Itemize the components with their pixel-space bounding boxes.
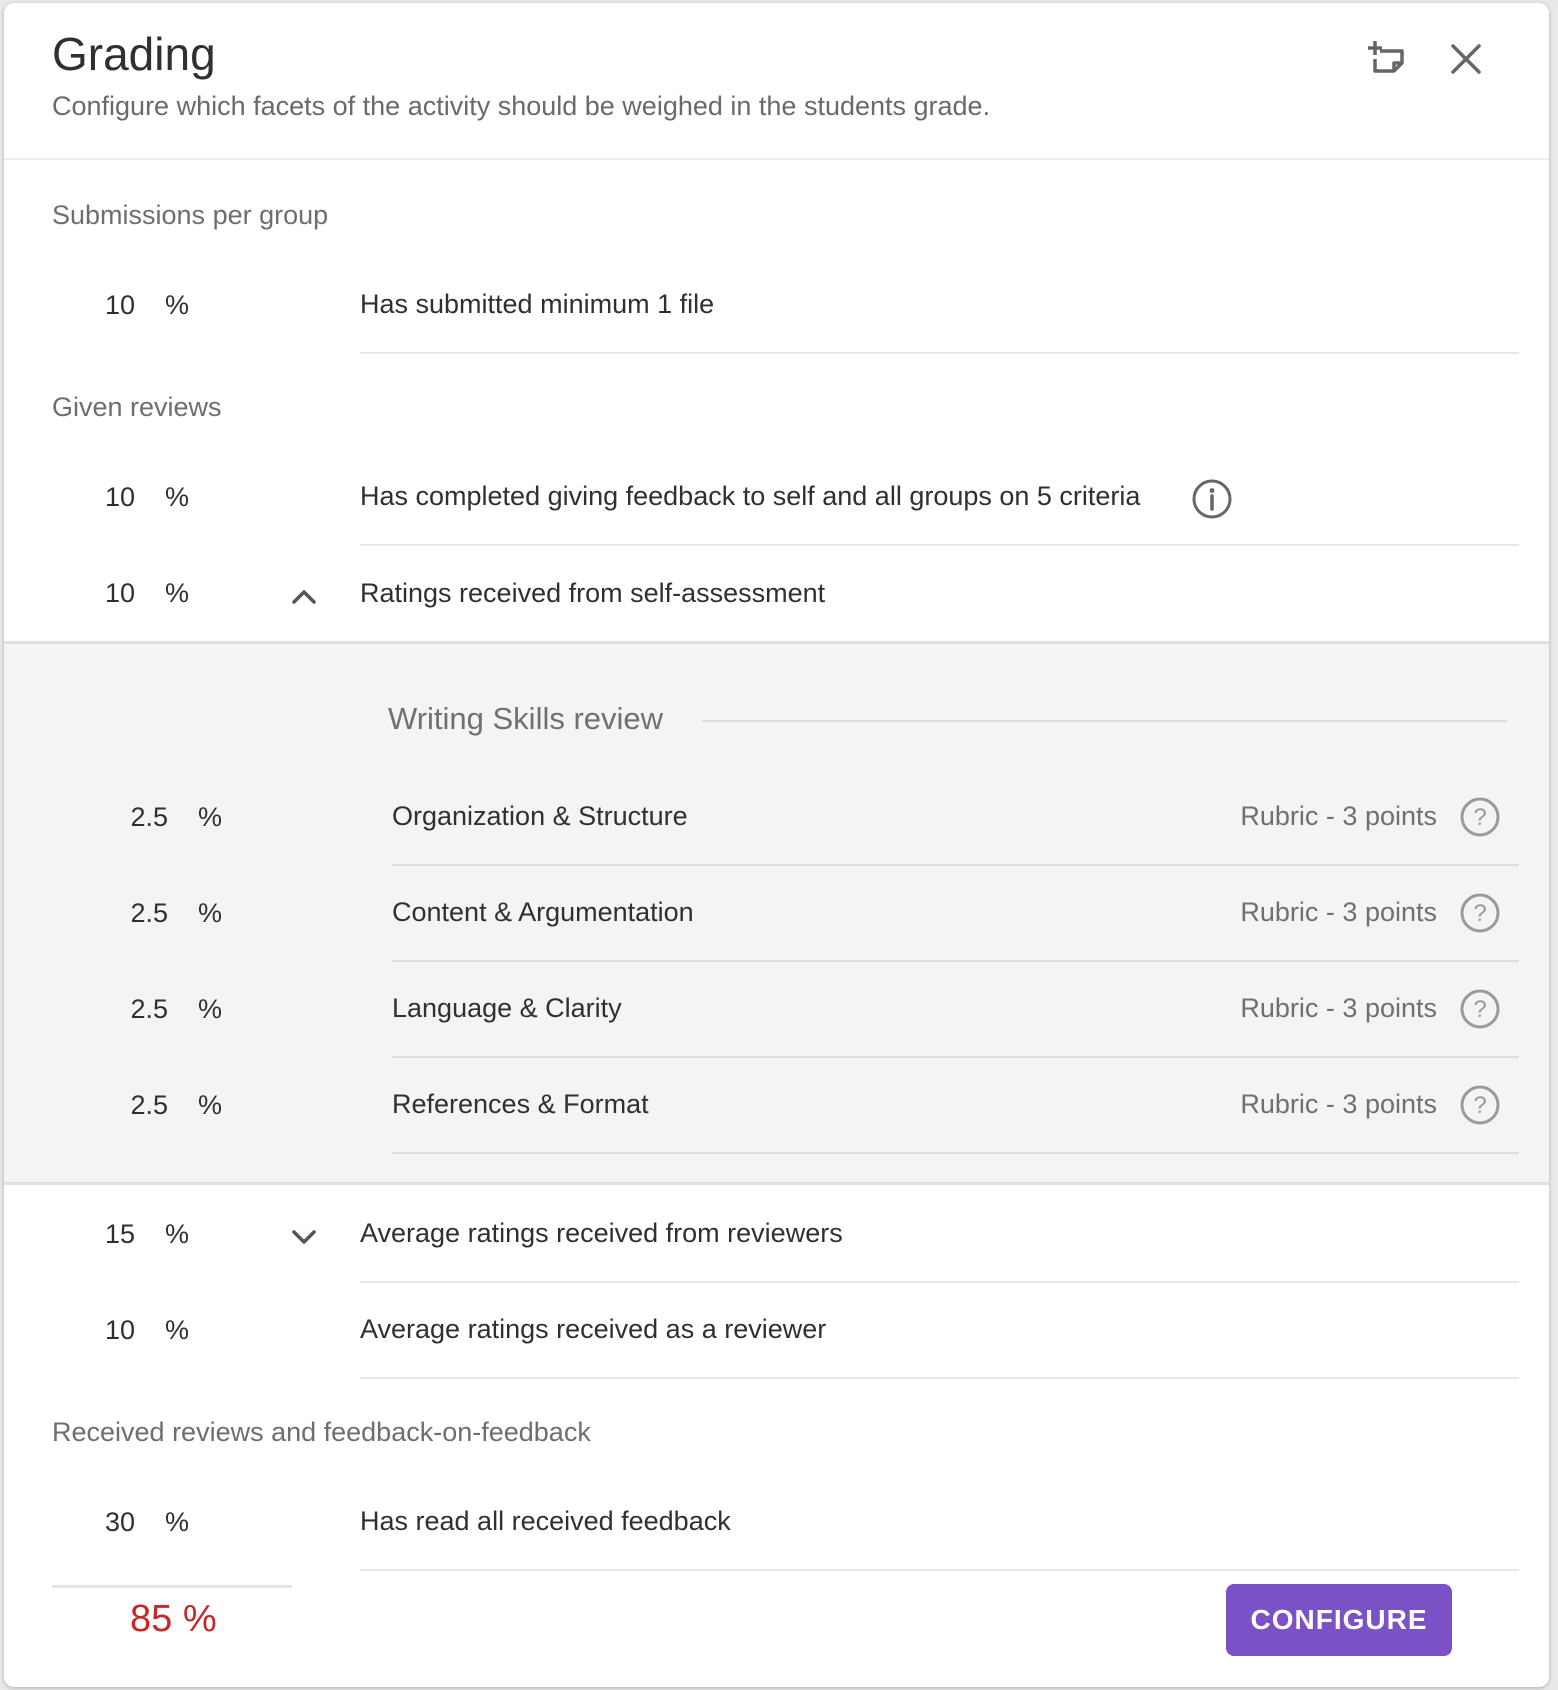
help-icon[interactable]	[1458, 987, 1502, 1031]
total-percentage: 85 %	[130, 1598, 217, 1640]
svg-text:?: ?	[1473, 1092, 1487, 1119]
rubric-label: Rubric - 3 points	[1240, 801, 1437, 831]
percent-sign: %	[165, 1315, 190, 1345]
chevron-up-icon[interactable]	[286, 579, 322, 615]
weight-value[interactable]: 10	[104, 482, 135, 512]
row-divider	[360, 544, 1519, 546]
weight-value[interactable]: 10	[104, 1315, 135, 1345]
close-icon[interactable]	[1444, 37, 1488, 81]
row-divider	[360, 1281, 1519, 1283]
criteria-group-title: Writing Skills review	[388, 701, 664, 736]
weight-value[interactable]: 30	[104, 1507, 135, 1537]
criterion-weight-value[interactable]: 2.5	[130, 898, 168, 928]
rubric-label: Rubric - 3 points	[1240, 897, 1437, 927]
chevron-down-icon[interactable]	[286, 1219, 322, 1255]
criterion-label: References & Format	[392, 1089, 649, 1119]
svg-text:?: ?	[1473, 804, 1487, 831]
header-divider	[4, 158, 1549, 160]
item-label-submitted-file: Has submitted minimum 1 file	[360, 289, 715, 319]
help-icon[interactable]	[1458, 891, 1502, 935]
total-divider	[52, 1585, 292, 1588]
section-label-given-reviews: Given reviews	[52, 392, 222, 422]
group-title-line	[702, 720, 1507, 722]
percent-sign: %	[198, 1090, 223, 1120]
criterion-label: Organization & Structure	[392, 801, 688, 831]
percent-sign: %	[198, 994, 223, 1024]
section-label-received-reviews: Received reviews and feedback-on-feedback	[52, 1417, 591, 1447]
dialog-subtitle: Configure which facets of the activity should be weighed in the students grade.	[52, 91, 991, 121]
rubric-label: Rubric - 3 points	[1240, 1089, 1437, 1119]
row-divider	[392, 960, 1519, 962]
help-icon[interactable]	[1458, 795, 1502, 839]
weight-value[interactable]: 10	[104, 578, 135, 608]
add-note-icon[interactable]	[1366, 37, 1410, 81]
row-divider	[360, 1569, 1519, 1571]
row-divider	[392, 1152, 1519, 1154]
criterion-label: Content & Argumentation	[392, 897, 694, 927]
weight-value[interactable]: 10	[104, 290, 135, 320]
percent-sign: %	[198, 802, 223, 832]
svg-text:?: ?	[1473, 996, 1487, 1023]
item-label-reviewer-ratings: Average ratings received from reviewers	[360, 1218, 843, 1248]
criterion-label: Language & Clarity	[392, 993, 622, 1023]
configure-button[interactable]: CONFIGURE	[1226, 1584, 1452, 1656]
percent-sign: %	[165, 290, 190, 320]
criterion-weight-value[interactable]: 2.5	[130, 994, 168, 1024]
item-label-as-reviewer: Average ratings received as a reviewer	[360, 1314, 827, 1344]
row-divider	[392, 864, 1519, 866]
svg-text:?: ?	[1473, 900, 1487, 927]
percent-sign: %	[165, 482, 190, 512]
item-label-self-assessment: Ratings received from self-assessment	[360, 578, 826, 608]
item-label-completed-feedback: Has completed giving feedback to self and all groups on 5 criteria	[360, 481, 1141, 511]
criterion-weight-value[interactable]: 2.5	[130, 802, 168, 832]
percent-sign: %	[165, 1219, 190, 1249]
rubric-label: Rubric - 3 points	[1240, 993, 1437, 1023]
help-icon[interactable]	[1458, 1083, 1502, 1127]
criterion-weight-value[interactable]: 2.5	[130, 1090, 168, 1120]
weight-value[interactable]: 15	[104, 1219, 135, 1249]
row-divider	[360, 1377, 1519, 1379]
percent-sign: %	[165, 1507, 190, 1537]
percent-sign: %	[198, 898, 223, 928]
dialog-title: Grading	[52, 28, 216, 80]
row-divider	[360, 352, 1519, 354]
item-label-read-feedback: Has read all received feedback	[360, 1506, 731, 1536]
grading-dialog	[4, 3, 1549, 1687]
info-icon[interactable]	[1190, 477, 1234, 521]
percent-sign: %	[165, 578, 190, 608]
section-label-submissions: Submissions per group	[52, 200, 329, 230]
row-divider	[392, 1056, 1519, 1058]
